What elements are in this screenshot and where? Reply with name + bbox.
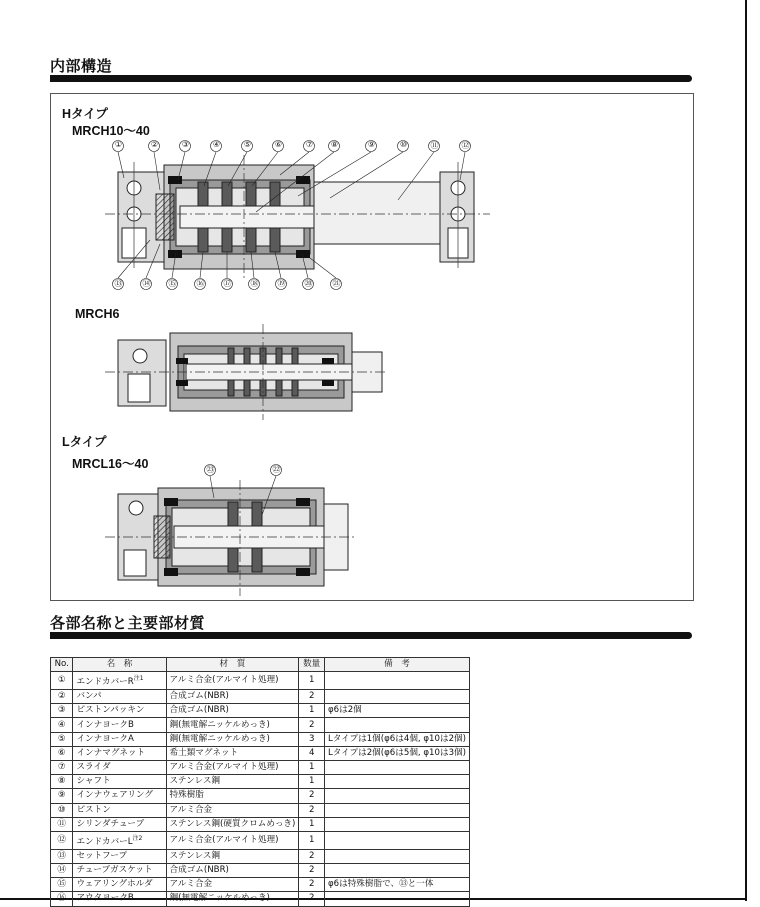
part-quantity-text: 1 [308,675,315,686]
part-material [166,789,299,803]
part-material [166,760,299,774]
part-name [73,863,166,877]
part-quantity [299,831,325,849]
part-name-text: インナヨークB [76,719,134,730]
part-material [166,863,299,877]
part-number-text: ⑥ [57,747,66,758]
part-quantity [299,803,325,817]
part-material [166,732,299,746]
part-number [51,718,73,732]
part-name-text: シャフト [76,776,111,787]
part-quantity-text: 2 [308,865,315,876]
part-number-text: ⑮ [57,879,67,890]
part-quantity [299,817,325,831]
callout-8: ⑧ [330,140,339,149]
part-note [324,760,469,774]
mrch6-drawing [105,324,385,420]
part-name [73,892,166,906]
part-name-text: ピストン [76,804,111,815]
part-material [166,849,299,863]
part-number-text: ⑬ [57,850,67,861]
callout-20: ⑳ [304,279,313,288]
part-material [166,817,299,831]
callout-2: ② [150,140,159,149]
callout-11: ⑪ [430,141,439,150]
part-quantity [299,775,325,789]
part-number-text: ⑧ [57,776,66,787]
part-note [324,704,469,718]
part-quantity-text: 2 [308,790,315,801]
part-material [166,718,299,732]
part-number [51,803,73,817]
part-note [324,878,469,892]
part-name-text: チューブガスケット [76,865,153,876]
part-quantity [299,690,325,704]
table-row [51,760,470,774]
callout-18: ⑱ [250,279,259,288]
part-quantity [299,789,325,803]
part-number-text: ③ [57,705,66,716]
part-name [73,760,166,774]
part-note [324,817,469,831]
part-quantity [299,849,325,863]
callout-22: ㉒ [272,465,281,474]
part-number-text: ⑦ [57,762,66,773]
table-row [51,789,470,803]
part-quantity-text: 1 [308,705,315,716]
part-note [324,863,469,877]
h-type-drawing [105,155,490,278]
l-model-label: MRCL16〜40 [72,457,149,471]
part-name [73,789,166,803]
part-material-text: アルミ合金(アルマイト処理) [169,675,279,686]
part-material-text: 鋼(無電解ニッケルめっき) [169,893,270,904]
callout-9: ⑨ [367,140,376,149]
table-row [51,831,470,849]
part-name [73,690,166,704]
part-name-text: ピストンパッキン [76,705,145,716]
part-name [73,831,166,849]
callout-23: ㉓ [206,465,215,474]
part-number [51,732,73,746]
part-name [73,718,166,732]
part-note [324,732,469,746]
part-number-text: ⑭ [57,865,67,876]
part-material [166,803,299,817]
part-name-text: アウタヨークB [76,893,134,904]
part-material [166,892,299,906]
table-row [51,718,470,732]
part-number [51,849,73,863]
part-number-text: ② [57,691,66,702]
part-number [51,817,73,831]
l-type-label: Lタイプ [62,435,107,449]
part-number-text: ⑫ [57,834,67,845]
callout-1: ① [114,140,123,149]
footnote-marker: 注1 [133,675,144,683]
part-name-text: ウェアリングホルダ [76,879,153,890]
part-number [51,672,73,690]
part-material-text: アルミ合金(アルマイト処理) [169,762,279,773]
part-number [51,831,73,849]
part-number [51,690,73,704]
part-quantity [299,746,325,760]
section-title-internal-structure: 内部構造 [50,57,113,75]
header-note: 備 考 [324,658,469,672]
part-name-text: セットフープ [76,850,128,861]
header-quantity: 数量 [299,658,325,672]
part-material-text: 合成ゴム(NBR) [169,705,229,716]
part-quantity [299,704,325,718]
part-name [73,732,166,746]
part-quantity-text: 2 [308,691,315,702]
part-quantity-text: 2 [308,850,315,861]
l-type-drawing [105,465,355,597]
part-name [73,878,166,892]
part-material-text: アルミ合金 [169,804,213,815]
part-name-text: インナヨークA [76,733,134,744]
part-number [51,878,73,892]
part-note [324,831,469,849]
header-name: 名 称 [73,658,166,672]
part-quantity-text: 2 [308,719,315,730]
part-number [51,775,73,789]
part-number-text: ⑤ [57,733,66,744]
part-quantity [299,718,325,732]
table-row [51,672,470,690]
part-number [51,789,73,803]
part-number [51,863,73,877]
table-row [51,775,470,789]
part-material [166,775,299,789]
callout-17: ⑰ [223,279,232,288]
part-number-text: ④ [57,719,66,730]
callout-7: ⑦ [305,140,314,149]
table-row [51,878,470,892]
part-material [166,672,299,690]
h-model-label: MRCH10〜40 [72,124,150,138]
mrch6-label: MRCH6 [75,307,120,321]
callout-15: ⑮ [168,279,177,288]
footnote-marker: 注2 [132,834,143,842]
table-row [51,746,470,760]
table-row [51,892,470,906]
part-material-text: 特殊樹脂 [169,790,204,801]
part-material-text: 希土類マグネット [169,747,239,758]
callout-3: ③ [181,140,190,149]
part-name [73,672,166,690]
part-number [51,704,73,718]
part-name-text: エンドカバーR [76,677,134,688]
part-quantity [299,672,325,690]
part-material-text: 鋼(無電解ニッケルめっき) [169,719,270,730]
part-name [73,746,166,760]
part-number [51,760,73,774]
section-divider [50,632,692,639]
header-material: 材 質 [166,658,299,672]
part-number-text: ⑪ [57,818,67,829]
part-quantity-text: 2 [308,879,315,890]
part-quantity-text: 4 [308,747,315,758]
part-note [324,746,469,760]
part-number [51,746,73,760]
part-note [324,789,469,803]
part-note-text: φ6は特殊樹脂で、⑬と一体 [327,879,434,890]
part-name [73,803,166,817]
part-quantity-text: 1 [308,834,315,845]
callout-6: ⑥ [274,140,283,149]
callout-14: ⑭ [142,279,151,288]
part-number-text: ① [57,675,66,686]
table-header-row [51,658,470,672]
callout-21: ㉑ [332,279,341,288]
part-note [324,690,469,704]
part-number-text: ⑩ [57,804,66,815]
part-material-text: ステンレス鋼 [169,850,221,861]
part-material [166,690,299,704]
part-note [324,718,469,732]
part-note [324,803,469,817]
callout-5: ⑤ [243,140,252,149]
part-material-text: ステンレス鋼 [169,776,221,787]
part-name-text: スライダ [76,762,111,773]
part-material-text: アルミ合金(アルマイト処理) [169,834,279,845]
part-name [73,775,166,789]
part-quantity-text: 1 [308,762,315,773]
part-quantity-text: 3 [308,733,315,744]
part-quantity-text: 1 [308,818,315,829]
callout-10: ⑩ [399,140,408,149]
table-row [51,849,470,863]
part-number-text: ⑯ [57,893,67,904]
part-quantity [299,892,325,906]
part-material-text: 鋼(無電解ニッケルめっき) [169,733,270,744]
part-note-text: φ6は2個 [327,705,362,716]
callout-16: ⑯ [196,279,205,288]
part-quantity [299,863,325,877]
part-material [166,831,299,849]
part-name-text: エンドカバーL [76,836,133,847]
part-note [324,672,469,690]
part-quantity-text: 2 [308,893,315,904]
part-note-text: Lタイプは2個(φ6は5個, φ10は3個) [327,747,466,758]
part-name-text: インナウェアリング [76,790,153,801]
part-name [73,849,166,863]
header-no: No. [51,658,73,672]
part-name [73,704,166,718]
part-note-text: Lタイプは1個(φ6は4個, φ10は2個) [327,733,466,744]
h-type-label: Hタイプ [62,107,108,121]
callout-4: ④ [212,140,221,149]
part-material-text: 合成ゴム(NBR) [169,865,229,876]
part-name [73,817,166,831]
part-material [166,878,299,892]
part-material-text: 合成ゴム(NBR) [169,691,229,702]
part-quantity [299,732,325,746]
table-body [51,672,470,906]
part-note [324,775,469,789]
table-row [51,704,470,718]
part-name-text: シリンダチューブ [76,818,145,829]
part-material-text: アルミ合金 [169,879,213,890]
part-note [324,892,469,906]
part-number-text: ⑨ [57,790,66,801]
table-row [51,863,470,877]
section-title-parts-materials: 各部名称と主要部材質 [50,614,206,632]
part-name-text: バンパ [76,691,102,702]
part-quantity [299,760,325,774]
part-material [166,704,299,718]
part-note [324,849,469,863]
table-row [51,803,470,817]
part-material-text: ステンレス鋼(硬質クロムめっき) [169,818,296,829]
part-number [51,892,73,906]
callout-13: ⑬ [114,279,123,288]
table-row [51,817,470,831]
callout-19: ⑲ [277,279,286,288]
part-quantity-text: 2 [308,804,315,815]
part-name-text: インナマグネット [76,747,146,758]
callout-12: ⑫ [461,141,470,150]
table-row [51,690,470,704]
table-row [51,732,470,746]
parts-table [50,657,470,907]
part-material [166,746,299,760]
part-quantity [299,878,325,892]
part-quantity-text: 1 [308,776,315,787]
